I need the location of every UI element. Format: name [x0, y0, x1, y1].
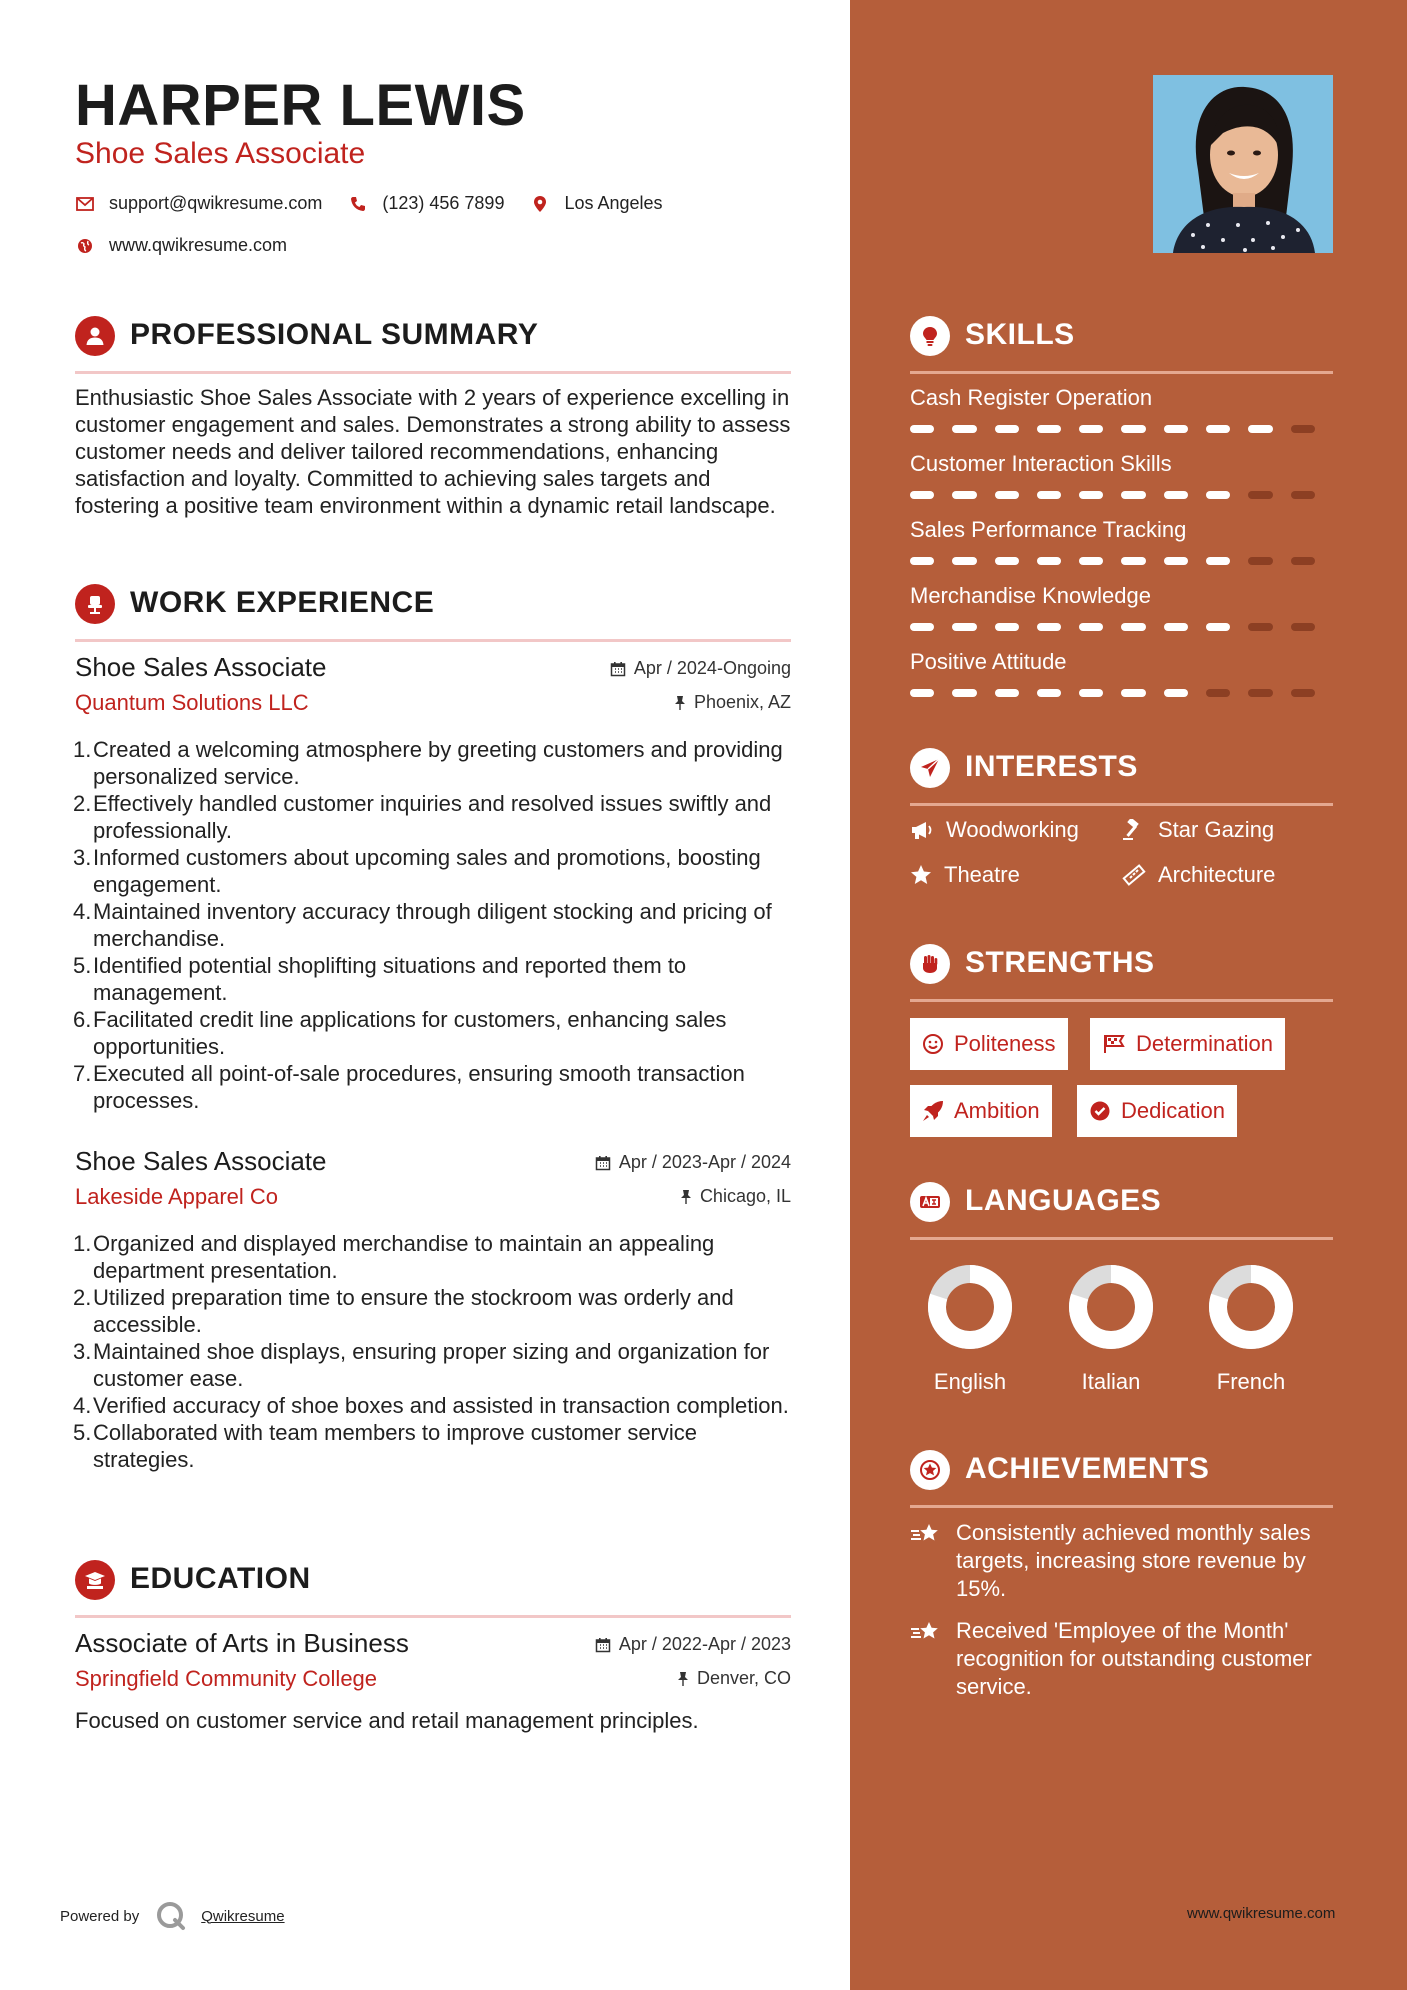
location-text: Chicago, IL [699, 1186, 791, 1206]
section-title: SKILLS [965, 318, 1075, 351]
skill-level-segment [1164, 623, 1188, 631]
contact-row [75, 193, 689, 214]
skill-level-segment [1079, 491, 1103, 499]
email-text: support@qwikresume.com [109, 193, 323, 213]
skill-level-segment [1291, 557, 1315, 565]
skill-label: Positive Attitude [910, 649, 1067, 674]
list-item: 2. Utilized preparation time to ensure the stockroom was orderly and accessible. [73, 1285, 734, 1337]
footer-powered-by [60, 1900, 285, 1932]
summary-section-header [75, 316, 791, 374]
skill-level-segment [995, 623, 1019, 631]
contact-email[interactable] [75, 193, 322, 214]
footer-website[interactable]: www.qwikresume.com [1187, 1905, 1336, 1922]
achievement-item: Consistently achieved monthly sales targets, increasing store revenue by 15%. [910, 1519, 1333, 1603]
contact-row-2 [75, 235, 313, 256]
skill-level-bar [910, 491, 1333, 499]
list-item: 3. Informed customers about upcoming sales and promotions, boosting engagement. [73, 845, 761, 897]
job-dates [595, 1152, 791, 1173]
skill-level-segment [1121, 689, 1145, 697]
language-donut [1206, 1262, 1296, 1352]
map-pin-icon [530, 194, 550, 214]
skill-level-segment [952, 491, 976, 499]
interest-item: Star Gazing [1122, 817, 1274, 843]
globe-icon [75, 236, 95, 256]
skill-level-segment [1291, 491, 1315, 499]
experience-item [75, 652, 791, 1112]
megaphone-icon [910, 820, 934, 840]
contact-website[interactable] [75, 235, 287, 256]
skill-level-segment [1079, 623, 1103, 631]
skill-label: Sales Performance Tracking [910, 517, 1187, 542]
user-icon [75, 316, 115, 356]
section-title: EDUCATION [130, 1562, 311, 1595]
star-icon [910, 864, 932, 886]
list-item: 6. Facilitated credit line applications for customers, enhancing sales opportunities. [73, 1007, 727, 1059]
list-item: 1. Organized and displayed merchandise to maintain an appealing department presentation. [73, 1231, 715, 1283]
achievement-item: Received 'Employee of the Month' recognition for outstanding customer service. [910, 1617, 1333, 1701]
skill-level-segment [1206, 689, 1230, 697]
skill-level-segment [952, 689, 976, 697]
skill-item [910, 583, 1333, 631]
interests-section-header [910, 748, 1333, 806]
smile-icon [922, 1033, 944, 1055]
shooting-star-icon [910, 1521, 942, 1547]
section-title: WORK EXPERIENCE [130, 586, 435, 619]
skill-level-segment [1164, 557, 1188, 565]
skill-label: Cash Register Operation [910, 385, 1153, 410]
lightbulb-icon [910, 316, 950, 356]
gavel-icon [1122, 819, 1146, 841]
skill-level-segment [1121, 491, 1145, 499]
skill-level-segment [1291, 689, 1315, 697]
qwikresume-logo-icon [155, 1900, 187, 1932]
shooting-star-icon [910, 1619, 942, 1645]
candidate-name: HARPER LEWIS [75, 73, 526, 138]
strength-chip: Ambition [910, 1085, 1052, 1137]
list-item: 5. Identified potential shoplifting situations and reported them to management. [73, 953, 687, 1005]
flag-icon [1102, 1033, 1126, 1055]
skill-level-bar [910, 425, 1333, 433]
summary-text: Enthusiastic Shoe Sales Associate with 2 years of experience excelling in customer engagement and sales. Demonstrates a strong ability to assess customer needs and deliver tailored recommendations, enhancing satisfaction and loyalty. Committed to achieving sales targets and fostering a positive team environment within a dynamic retail landscape. [75, 385, 791, 518]
skill-level-bar [910, 689, 1333, 697]
skill-level-segment [1037, 623, 1061, 631]
rocket-icon [922, 1100, 944, 1122]
calendar-icon [610, 661, 626, 677]
skill-level-segment [1248, 425, 1272, 433]
location-text: Los Angeles [564, 193, 663, 213]
skill-level-segment [995, 689, 1019, 697]
skill-level-segment [1291, 623, 1315, 631]
section-title: PROFESSIONAL SUMMARY [130, 318, 539, 351]
skill-level-segment [1079, 425, 1103, 433]
chair-icon [75, 584, 115, 624]
section-title: STRENGTHS [965, 946, 1155, 979]
skill-level-segment [1037, 425, 1061, 433]
skill-level-segment [1079, 689, 1103, 697]
phone-text: (123) 456 7899 [382, 193, 505, 213]
contact-location [530, 193, 662, 214]
school-name: Springfield Community College [75, 1666, 378, 1691]
fist-icon [910, 944, 950, 984]
contact-phone[interactable] [348, 193, 504, 214]
strengths-section-header [910, 944, 1333, 1002]
job-dates [610, 658, 791, 679]
paper-plane-icon [910, 748, 950, 788]
skill-level-segment [1164, 425, 1188, 433]
list-item: 2. Effectively handled customer inquiries and resolved issues swiftly and professionally. [73, 791, 772, 843]
skill-level-segment [995, 425, 1019, 433]
skill-item [910, 517, 1333, 565]
skill-level-segment [1206, 425, 1230, 433]
degree-title: Associate of Arts in Business [75, 1628, 409, 1658]
job-bullets [73, 1230, 798, 1473]
list-item: 4. Maintained inventory accuracy through diligent stocking and pricing of merchandise. [73, 899, 772, 951]
language-label: French [1216, 1369, 1286, 1394]
dates-text: Apr / 2022-Apr / 2023 [618, 1634, 791, 1654]
skill-level-bar [910, 557, 1333, 565]
skill-level-segment [1121, 557, 1145, 565]
skill-level-segment [910, 491, 934, 499]
dates-text: Apr / 2023-Apr / 2024 [618, 1152, 791, 1172]
section-title: LANGUAGES [965, 1184, 1162, 1217]
job-title: Shoe Sales Associate [75, 652, 327, 682]
skill-level-segment [952, 425, 976, 433]
skills-section-header [910, 316, 1333, 374]
phone-icon [348, 194, 368, 214]
education-location [677, 1668, 791, 1689]
skill-level-segment [1248, 623, 1272, 631]
profile-photo [1153, 75, 1333, 253]
list-item: 4. Verified accuracy of shoe boxes and assisted in transaction completion. [73, 1393, 789, 1418]
skill-level-segment [1206, 623, 1230, 631]
pushpin-icon [680, 1189, 692, 1205]
skill-item [910, 451, 1333, 499]
website-text: www.qwikresume.com [109, 235, 288, 255]
qwikresume-link[interactable]: Qwikresume [201, 1907, 285, 1925]
check-circle-icon [1089, 1100, 1111, 1122]
language-donut [925, 1262, 1015, 1352]
calendar-icon [595, 1637, 611, 1653]
candidate-title: Shoe Sales Associate [75, 137, 366, 170]
skill-label: Customer Interaction Skills [910, 451, 1172, 476]
dates-text: Apr / 2024-Ongoing [633, 658, 791, 678]
skill-item [910, 649, 1333, 697]
skill-level-segment [1164, 491, 1188, 499]
languages-section-header [910, 1182, 1333, 1240]
interest-item: Architecture [1122, 862, 1275, 888]
job-location [680, 1186, 791, 1207]
job-title: Shoe Sales Associate [75, 1146, 327, 1176]
list-item: 3. Maintained shoe displays, ensuring proper sizing and organization for customer ease. [73, 1339, 770, 1391]
skill-level-segment [1037, 689, 1061, 697]
job-location [674, 692, 791, 713]
skill-level-segment [910, 689, 934, 697]
skill-level-segment [910, 623, 934, 631]
location-text: Denver, CO [696, 1668, 791, 1688]
experience-section-header [75, 584, 791, 642]
skill-level-segment [995, 557, 1019, 565]
company-name: Quantum Solutions LLC [75, 690, 309, 715]
education-item [75, 1628, 791, 1708]
graduate-icon [75, 1560, 115, 1600]
education-dates [595, 1634, 791, 1655]
skill-level-segment [952, 623, 976, 631]
interest-item: Woodworking [910, 817, 1079, 843]
language-item [1206, 1262, 1296, 1395]
section-title: INTERESTS [965, 750, 1138, 783]
company-name: Lakeside Apparel Co [75, 1184, 279, 1209]
strength-chip: Determination [1090, 1018, 1285, 1070]
strength-chip: Politeness [910, 1018, 1068, 1070]
language-label: Italian [1081, 1369, 1141, 1394]
language-donut [1066, 1262, 1156, 1352]
education-section-header [75, 1560, 791, 1618]
language-item [1066, 1262, 1156, 1395]
skill-level-segment [1206, 491, 1230, 499]
skill-level-segment [952, 557, 976, 565]
language-item [925, 1262, 1015, 1395]
powered-by-label: Powered by [60, 1907, 140, 1925]
skill-level-bar [910, 623, 1333, 631]
education-description: Focused on customer service and retail management principles. [75, 1708, 699, 1733]
section-title: ACHIEVEMENTS [965, 1452, 1210, 1485]
pushpin-icon [674, 695, 686, 711]
skill-label: Merchandise Knowledge [910, 583, 1151, 608]
skill-level-segment [1206, 557, 1230, 565]
skill-level-segment [1037, 557, 1061, 565]
skill-level-segment [1248, 689, 1272, 697]
list-item: 1. Created a welcoming atmosphere by greeting customers and providing personalized service. [73, 737, 783, 789]
job-bullets [73, 736, 798, 1114]
language-label: English [933, 1369, 1007, 1394]
skill-item [910, 385, 1333, 433]
strength-chip: Dedication [1077, 1085, 1237, 1137]
skill-level-segment [910, 425, 934, 433]
pushpin-icon [677, 1671, 689, 1687]
skill-level-segment [1121, 623, 1145, 631]
location-text: Phoenix, AZ [693, 692, 791, 712]
skill-level-segment [1079, 557, 1103, 565]
interest-item: Theatre [910, 862, 1020, 888]
achievements-section-header [910, 1450, 1333, 1508]
experience-item [75, 1146, 791, 1506]
award-star-icon [910, 1450, 950, 1490]
skill-level-segment [1248, 557, 1272, 565]
skill-level-segment [1037, 491, 1061, 499]
ruler-icon [1122, 864, 1146, 886]
translate-icon [910, 1182, 950, 1222]
skill-level-segment [995, 491, 1019, 499]
skill-level-segment [1291, 425, 1315, 433]
skill-level-segment [1248, 491, 1272, 499]
skill-level-segment [1121, 425, 1145, 433]
list-item: 5. Collaborated with team members to improve customer service strategies. [73, 1420, 698, 1472]
calendar-icon [595, 1155, 611, 1171]
skill-level-segment [1164, 689, 1188, 697]
envelope-icon [75, 194, 95, 214]
skill-level-segment [910, 557, 934, 565]
list-item: 7. Executed all point-of-sale procedures, ensuring smooth transaction processes. [73, 1061, 745, 1113]
